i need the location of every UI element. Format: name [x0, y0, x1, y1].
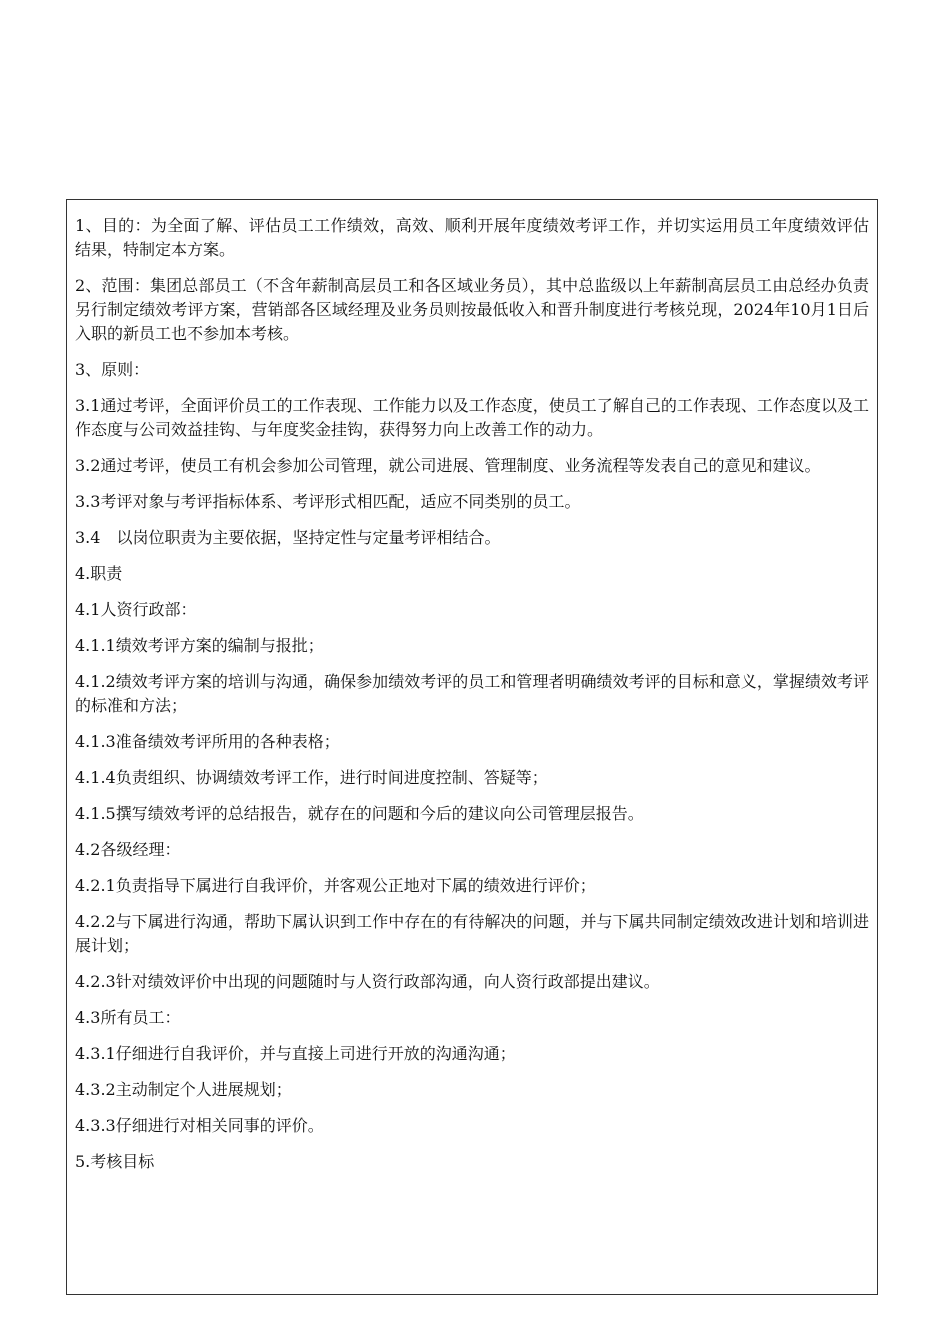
document-body [75, 214, 869, 1186]
paragraph-duty-4-1-5: 4.1.5撰写绩效考评的总结报告，就存在的问题和今后的建议向公司管理层报告。 [75, 804, 644, 823]
paragraph-duty-4-2-1: 4.2.1负责指导下属进行自我评价，并客观公正地对下属的绩效进行评价； [75, 876, 596, 895]
paragraph-duty-4-1: 4.1人资行政部： [75, 600, 197, 619]
paragraph-duty-4-3-1: 4.3.1仔细进行自我评价，并与直接上司进行开放的沟通沟通； [75, 1044, 516, 1063]
paragraph-principle-3-3: 3.3考评对象与考评指标体系、考评形式相匹配，适应不同类别的员工。 [75, 492, 581, 511]
paragraph-scope: 2、范围：集团总部员工（不含年薪制高层员工和各区域业务员），其中总监级以上年薪制高层员工由总经办负责另行制定绩效考评方案，营销部各区域经理及业务员则按最低收入和晋升制度进行考核兑现，2024年10月1日后入职的新员工也不参加本考核。 [75, 276, 869, 343]
paragraph-duty-4-2-3: 4.2.3针对绩效评价中出现的问题随时与人资行政部沟通，向人资行政部提出建议。 [75, 972, 660, 991]
paragraph-duty-4-2-2: 4.2.2与下属进行沟通，帮助下属认识到工作中存在的有待解决的问题，并与下属共同制定绩效改进计划和培训进展计划； [75, 912, 869, 955]
paragraph-principles-heading: 3、原则： [75, 360, 150, 379]
paragraph-principle-3-2: 3.2通过考评，使员工有机会参加公司管理，就公司进展、管理制度、业务流程等发表自己的意见和建议。 [75, 456, 821, 475]
paragraph-duty-4-3-3: 4.3.3仔细进行对相关同事的评价。 [75, 1116, 324, 1135]
paragraph-principle-3-1: 3.1通过考评，全面评价员工的工作表现、工作能力以及工作态度，使员工了解自己的工作表现、工作态度以及工作态度与公司效益挂钩、与年度奖金挂钩，获得努力向上改善工作的动力。 [75, 396, 869, 439]
document-frame [66, 199, 878, 1295]
paragraph-duty-4-2: 4.2各级经理： [75, 840, 181, 859]
paragraph-goals-heading: 5.考核目标 [75, 1152, 155, 1171]
paragraph-duty-4-1-3: 4.1.3准备绩效考评所用的各种表格； [75, 732, 340, 751]
paragraph-purpose: 1、目的：为全面了解、评估员工工作绩效，高效、顺利开展年度绩效考评工作，并切实运用员工年度绩效评估结果，特制定本方案。 [75, 216, 869, 259]
paragraph-duty-4-3-2: 4.3.2主动制定个人进展规划； [75, 1080, 292, 1099]
paragraph-duty-4-3: 4.3所有员工： [75, 1008, 181, 1027]
paragraph-principle-3-4: 3.4 以岗位职责为主要依据，坚持定性与定量考评相结合。 [75, 528, 501, 547]
paragraph-duty-4-1-2: 4.1.2绩效考评方案的培训与沟通，确保参加绩效考评的员工和管理者明确绩效考评的目标和意义，掌握绩效考评的标准和方法； [75, 672, 869, 715]
paragraph-duties-heading: 4.职责 [75, 564, 123, 583]
paragraph-duty-4-1-4: 4.1.4负责组织、协调绩效考评工作，进行时间进度控制、答疑等； [75, 768, 548, 787]
paragraph-duty-4-1-1: 4.1.1绩效考评方案的编制与报批； [75, 636, 324, 655]
